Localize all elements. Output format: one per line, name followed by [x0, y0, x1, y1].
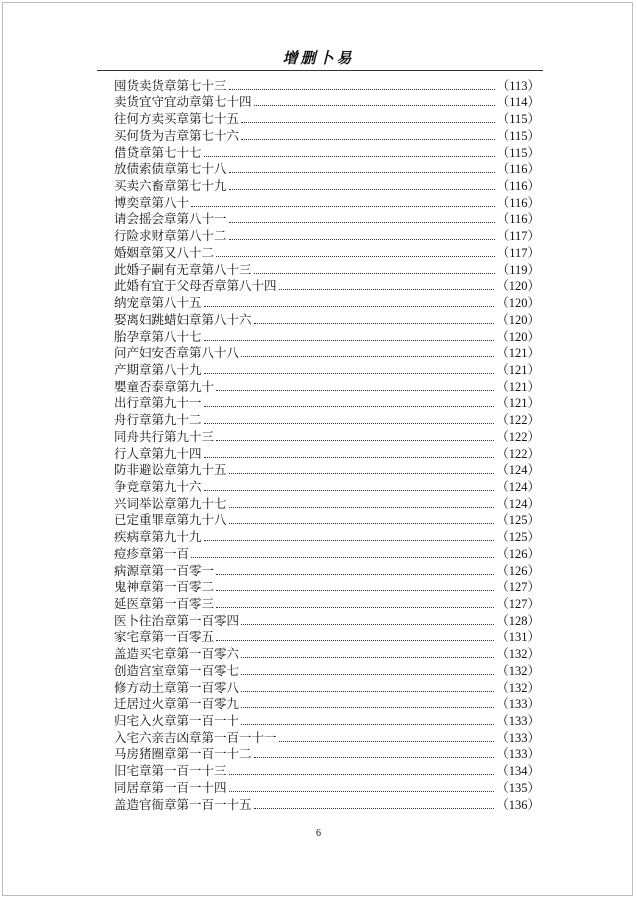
toc-entry	[114, 612, 540, 629]
toc-dot-leader	[229, 222, 495, 223]
toc-entry-page: （120）	[496, 312, 540, 327]
toc-entry-title: 买卖六畜章第七十九	[114, 178, 227, 194]
toc-entry-page: （115）	[496, 128, 540, 143]
toc-entry	[114, 261, 540, 278]
toc-entry-page: （128）	[496, 613, 540, 628]
toc-entry	[114, 294, 540, 311]
toc-entry-title: 请会摇会章第八十一	[114, 211, 227, 227]
toc-entry-title: 盖造官衙章第一百一十五	[114, 796, 252, 812]
toc-entry-title: 医卜往治章第一百零四	[114, 612, 240, 628]
toc-dot-leader	[216, 640, 494, 641]
toc-dot-leader	[204, 423, 495, 424]
toc-entry-page: （115）	[496, 145, 540, 160]
toc-dot-leader	[241, 674, 494, 675]
toc-entry-page: （127）	[496, 597, 540, 611]
toc-entry	[114, 528, 540, 545]
toc-entry-page: （126）	[496, 546, 540, 561]
toc-entry	[114, 144, 540, 161]
toc-dot-leader	[254, 105, 495, 106]
toc-entry	[114, 779, 540, 796]
toc-entry	[114, 762, 540, 779]
toc-dot-leader	[204, 306, 495, 307]
toc-entry-title: 家宅章第一百零五	[114, 629, 215, 645]
toc-dot-leader	[229, 239, 495, 240]
toc-entry-title: 借贷章第七十七	[114, 144, 202, 160]
toc-entry-title: 出行章第九十一	[114, 395, 202, 411]
toc-dot-leader	[241, 356, 494, 357]
toc-entry-page: （133）	[496, 714, 540, 729]
toc-entry-title: 延医章第一百零三	[114, 596, 215, 611]
toc-dot-leader	[204, 156, 495, 157]
toc-entry	[114, 579, 540, 596]
toc-dot-leader	[216, 256, 495, 257]
toc-entry-title: 鬼神章第一百零二	[114, 579, 215, 595]
toc-entry-title: 婚姻章第又八十二	[114, 244, 215, 260]
toc-entry	[114, 629, 540, 646]
toc-entry-title: 旧宅章第一百一十三	[114, 763, 227, 779]
toc-dot-leader	[229, 473, 495, 474]
toc-entry-page: （121）	[496, 396, 540, 411]
toc-entry-title: 病源章第一百零一	[114, 562, 215, 578]
toc-entry	[114, 328, 540, 345]
toc-entry-page: （124）	[496, 496, 540, 511]
toc-entry	[114, 161, 540, 178]
toc-entry-page: （133）	[496, 697, 540, 712]
toc-entry-title: 产期章第八十九	[114, 361, 202, 377]
toc-dot-leader	[241, 724, 494, 725]
toc-entry-title: 同居章第一百一十四	[114, 779, 227, 795]
toc-entry-page: （121）	[496, 362, 540, 377]
toc-entry-page: （121）	[496, 346, 540, 361]
toc-entry-page: （116）	[496, 195, 540, 210]
toc-dot-leader	[279, 741, 495, 742]
toc-entry-page: （124）	[496, 463, 540, 478]
toc-entry	[114, 428, 540, 445]
toc-entry-page: （113）	[496, 78, 540, 93]
toc-entry-title: 往何方卖买章第七十五	[114, 111, 240, 127]
toc-dot-leader	[204, 457, 495, 458]
toc-entry-page: （132）	[496, 680, 540, 695]
toc-entry-page: （120）	[496, 279, 540, 294]
toc-entry-title: 争竞章第九十六	[114, 478, 202, 494]
toc-entry-title: 入宅六亲吉凶章第一百一十一	[114, 729, 277, 745]
toc-entry	[114, 345, 540, 362]
toc-entry-page: （117）	[496, 229, 540, 244]
toc-entry-page: （122）	[496, 429, 540, 444]
toc-dot-leader	[241, 139, 495, 140]
toc-entry-page: （119）	[496, 262, 540, 277]
toc-entry	[114, 729, 540, 746]
toc-dot-leader	[241, 657, 494, 658]
toc-dot-leader	[204, 373, 495, 374]
toc-dot-leader	[191, 206, 495, 207]
header-rule	[97, 70, 543, 71]
toc-entry-page: （116）	[496, 212, 540, 227]
toc-dot-leader	[216, 574, 494, 575]
toc-entry	[114, 311, 540, 328]
toc-dot-leader	[204, 340, 495, 341]
toc-entry	[114, 679, 540, 696]
toc-entry-page: （114）	[496, 95, 540, 110]
toc-entry-title: 痘疹章第一百	[114, 545, 190, 561]
toc-dot-leader	[204, 540, 495, 541]
toc-dot-leader	[204, 406, 495, 407]
toc-entry-title: 修方动土章第一百零八	[114, 679, 240, 695]
toc-entry	[114, 77, 540, 94]
toc-entry-page: （125）	[496, 530, 540, 545]
toc-entry-title: 已定重罪章第九十八	[114, 512, 227, 528]
toc-entry	[114, 562, 540, 579]
toc-entry-title: 娶离妇跳蜡妇章第八十六	[114, 311, 252, 327]
toc-entry	[114, 177, 540, 194]
toc-entry-page: （122）	[496, 413, 540, 428]
toc-dot-leader	[254, 323, 495, 324]
toc-entry-page: （134）	[496, 764, 540, 779]
toc-dot-leader	[216, 607, 494, 608]
table-of-contents	[114, 77, 540, 813]
toc-entry-title: 创造宫室章第一百零七	[114, 662, 240, 678]
toc-entry	[114, 194, 540, 211]
toc-entry	[114, 712, 540, 729]
toc-entry-page: （135）	[496, 780, 540, 795]
toc-entry-title: 兴词举讼章第九十七	[114, 495, 227, 511]
toc-entry	[114, 94, 540, 111]
toc-entry-page: （136）	[496, 797, 540, 812]
toc-dot-leader	[241, 691, 494, 692]
toc-entry-page: （120）	[496, 329, 540, 344]
toc-entry-title: 马房猪圈章第一百一十二	[114, 746, 252, 762]
toc-entry	[114, 244, 540, 261]
toc-entry-page: （127）	[496, 580, 540, 595]
toc-dot-leader	[229, 791, 495, 792]
toc-entry-title: 此婚有宜于父母否章第八十四	[114, 278, 277, 294]
toc-dot-leader	[216, 440, 494, 441]
toc-entry-title: 行人章第九十四	[114, 445, 202, 461]
toc-entry	[114, 746, 540, 763]
toc-entry-page: （125）	[496, 513, 540, 528]
page-number: 6	[316, 828, 321, 839]
toc-entry-page: （132）	[496, 647, 540, 662]
toc-dot-leader	[191, 557, 494, 558]
toc-dot-leader	[229, 507, 495, 508]
running-header-title: 增删卜易	[282, 49, 355, 67]
toc-dot-leader	[204, 490, 495, 491]
toc-entry	[114, 411, 540, 428]
toc-entry-page: （115）	[496, 112, 540, 127]
toc-entry-title: 迁居过火章第一百零九	[114, 696, 240, 712]
toc-entry	[114, 361, 540, 378]
toc-dot-leader	[254, 273, 495, 274]
toc-entry-page: （133）	[496, 730, 540, 745]
toc-entry	[114, 278, 540, 295]
toc-entry-title: 嬰童否泰章第九十	[114, 378, 215, 394]
toc-dot-leader	[279, 289, 495, 290]
toc-entry-page: （131）	[496, 630, 540, 645]
toc-entry	[114, 127, 540, 144]
toc-entry	[114, 662, 540, 679]
toc-entry	[114, 110, 540, 127]
toc-entry	[114, 462, 540, 479]
toc-entry-title: 疾病章第九十九	[114, 529, 202, 545]
toc-entry-page: （133）	[496, 747, 540, 762]
toc-entry-page: （122）	[496, 446, 540, 461]
toc-dot-leader	[254, 757, 495, 758]
toc-entry-title: 行险求财章第八十二	[114, 228, 227, 244]
toc-entry-page: （120）	[496, 296, 540, 311]
toc-entry-title: 同舟共行第九十三	[114, 428, 215, 444]
toc-entry	[114, 595, 540, 612]
toc-entry	[114, 378, 540, 395]
toc-dot-leader	[254, 808, 495, 809]
toc-dot-leader	[241, 707, 494, 708]
toc-entry	[114, 645, 540, 662]
toc-dot-leader	[229, 189, 495, 190]
toc-entry-page: （116）	[496, 179, 540, 194]
toc-entry-title: 博奕章第八十	[114, 194, 190, 210]
toc-entry-title: 买何货为吉章第七十六	[114, 127, 240, 143]
toc-entry-title: 盖造买宅章第一百零六	[114, 646, 240, 662]
toc-dot-leader	[229, 89, 495, 90]
toc-entry	[114, 211, 540, 228]
toc-entry	[114, 696, 540, 713]
toc-entry-title: 胎孕章第八十七	[114, 328, 202, 344]
toc-entry	[114, 478, 540, 495]
toc-dot-leader	[229, 172, 495, 173]
toc-dot-leader	[216, 390, 494, 391]
toc-dot-leader	[241, 624, 494, 625]
toc-entry-page: （124）	[496, 479, 540, 494]
toc-dot-leader	[229, 523, 495, 524]
toc-entry	[114, 796, 540, 813]
toc-entry	[114, 545, 540, 562]
toc-entry-title: 舟行章第九十二	[114, 412, 202, 428]
toc-entry-title: 问产妇安否章第八十八	[114, 345, 240, 361]
toc-entry-title: 防非避讼章第九十五	[114, 462, 227, 478]
toc-entry-title: 囤货卖货章第七十三	[114, 77, 227, 93]
toc-dot-leader	[241, 122, 495, 123]
toc-entry	[114, 227, 540, 244]
toc-entry	[114, 395, 540, 412]
toc-dot-leader	[229, 774, 495, 775]
toc-entry-page: （126）	[496, 563, 540, 578]
toc-entry	[114, 445, 540, 462]
toc-entry-title: 纳宠章第八十五	[114, 295, 202, 311]
toc-entry-title: 卖货宜守宜动章第七十四	[114, 94, 252, 110]
toc-entry	[114, 495, 540, 512]
toc-entry-page: （121）	[496, 379, 540, 394]
toc-entry	[114, 512, 540, 529]
toc-dot-leader	[216, 590, 494, 591]
toc-entry-title: 放债索债章第七十八	[114, 161, 227, 177]
toc-entry-title: 归宅入火章第一百一十	[114, 713, 240, 729]
toc-entry-title: 此婚子嗣有无章第八十三	[114, 261, 252, 277]
toc-entry-page: （132）	[496, 663, 540, 678]
toc-entry-page: （116）	[496, 162, 540, 177]
toc-entry-page: （117）	[496, 245, 540, 260]
